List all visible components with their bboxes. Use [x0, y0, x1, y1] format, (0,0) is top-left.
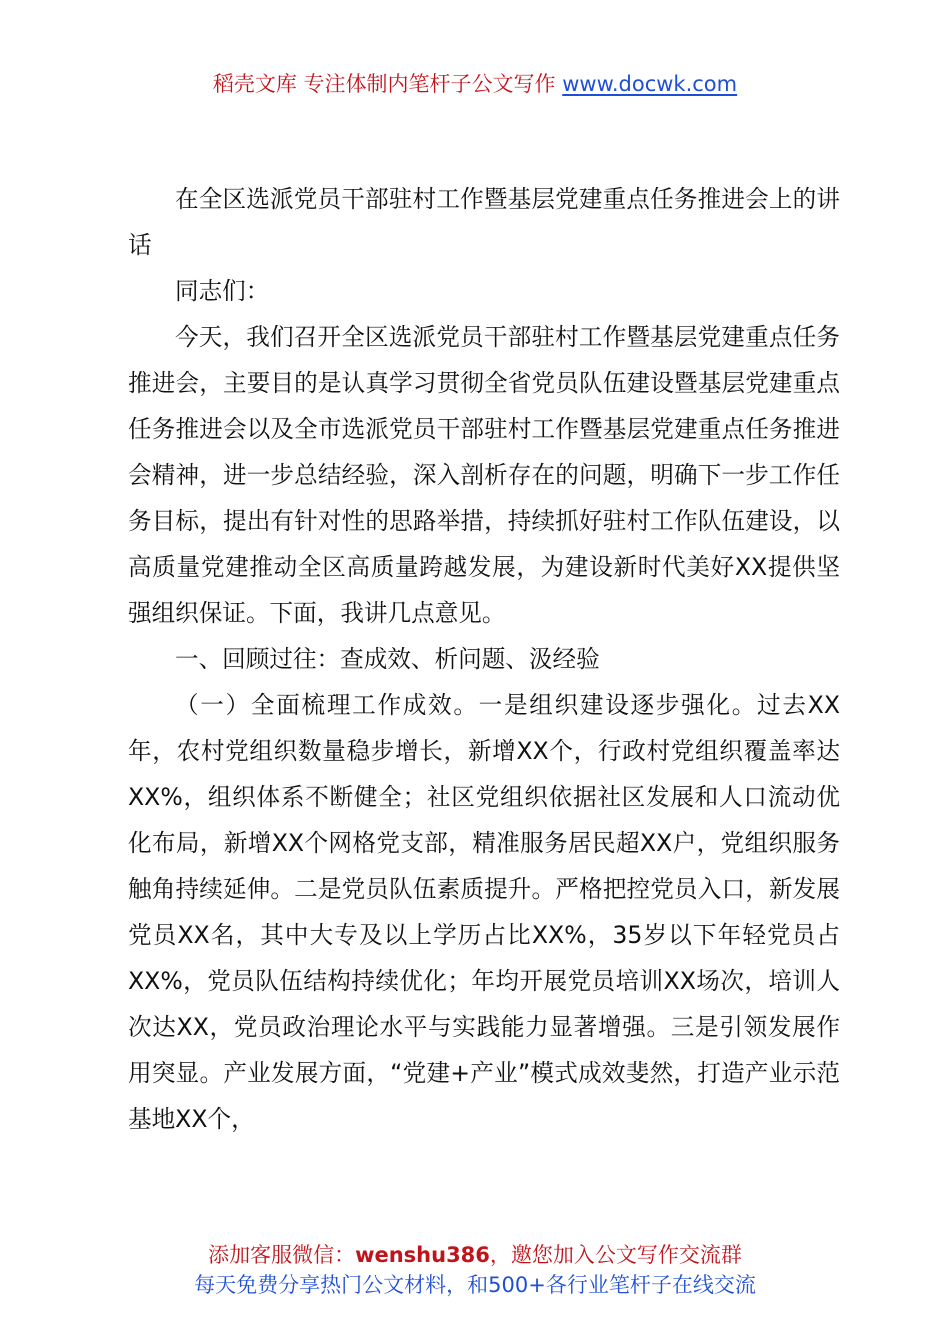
intro-paragraph: 今天，我们召开全区选派党员干部驻村工作暨基层党建重点任务推进会，主要目的是认真学习贯彻全省党员队伍建设暨基层党建重点任务推进会以及全市选派党员干部驻村工作暨基层党建重点任务推进会精神，进一步总结经验，深入剖析存在的问题，明确下一步工作任务目标，提出有针对性的思路举措，持续抓好驻村工作队伍建设，以高质量党建推动全区高质量跨越发展，为建设新时代美好XX提供坚强组织保证。下面，我讲几点意见。: [128, 323, 840, 627]
footer-wechat-line: [0, 1240, 950, 1270]
website-link[interactable]: www.docwk.com: [562, 72, 738, 96]
page-header: [0, 68, 950, 98]
wechat-id: wenshu386: [355, 1243, 490, 1267]
brand-text: 稻壳文库 专注体制内笔杆子公文写作: [212, 72, 556, 96]
footer-prefix: 添加客服微信：: [208, 1243, 356, 1267]
footer-promo-line: 每天免费分享热门公文材料，和500+各行业笔杆子在线交流: [194, 1273, 756, 1297]
document-title: 在全区选派党员干部驻村工作暨基层党建重点任务推进会上的讲话: [128, 185, 840, 259]
footer-suffix: ，邀您加入公文写作交流群: [489, 1243, 742, 1267]
page-footer: [0, 1240, 950, 1300]
section-heading: 一、回顾过往：查成效、析问题、汲经验: [175, 645, 600, 673]
salutation: 同志们：: [175, 277, 270, 305]
body-paragraph: （一）全面梳理工作成效。一是组织建设逐步强化。过去XX年，农村党组织数量稳步增长，新增XX个，行政村党组织覆盖率达XX%，组织体系不断健全；社区党组织依据社区发展和人口流动优化布局，新增XX个网格党支部，精准服务居民超XX户，党组织服务触角持续延伸。二是党员队伍素质提升。严格把控党员入口，新发展党员XX名，其中大专及以上学历占比XX%，35岁以下年轻党员占XX%，党员队伍结构持续优化；年均开展党员培训XX场次，培训人次达XX，党员政治理论水平与实践能力显著增强。三是引领发展作用突显。产业发展方面，“党建+产业”模式成效斐然，打造产业示范基地XX个，: [128, 691, 840, 1133]
document-body: [128, 176, 840, 1142]
